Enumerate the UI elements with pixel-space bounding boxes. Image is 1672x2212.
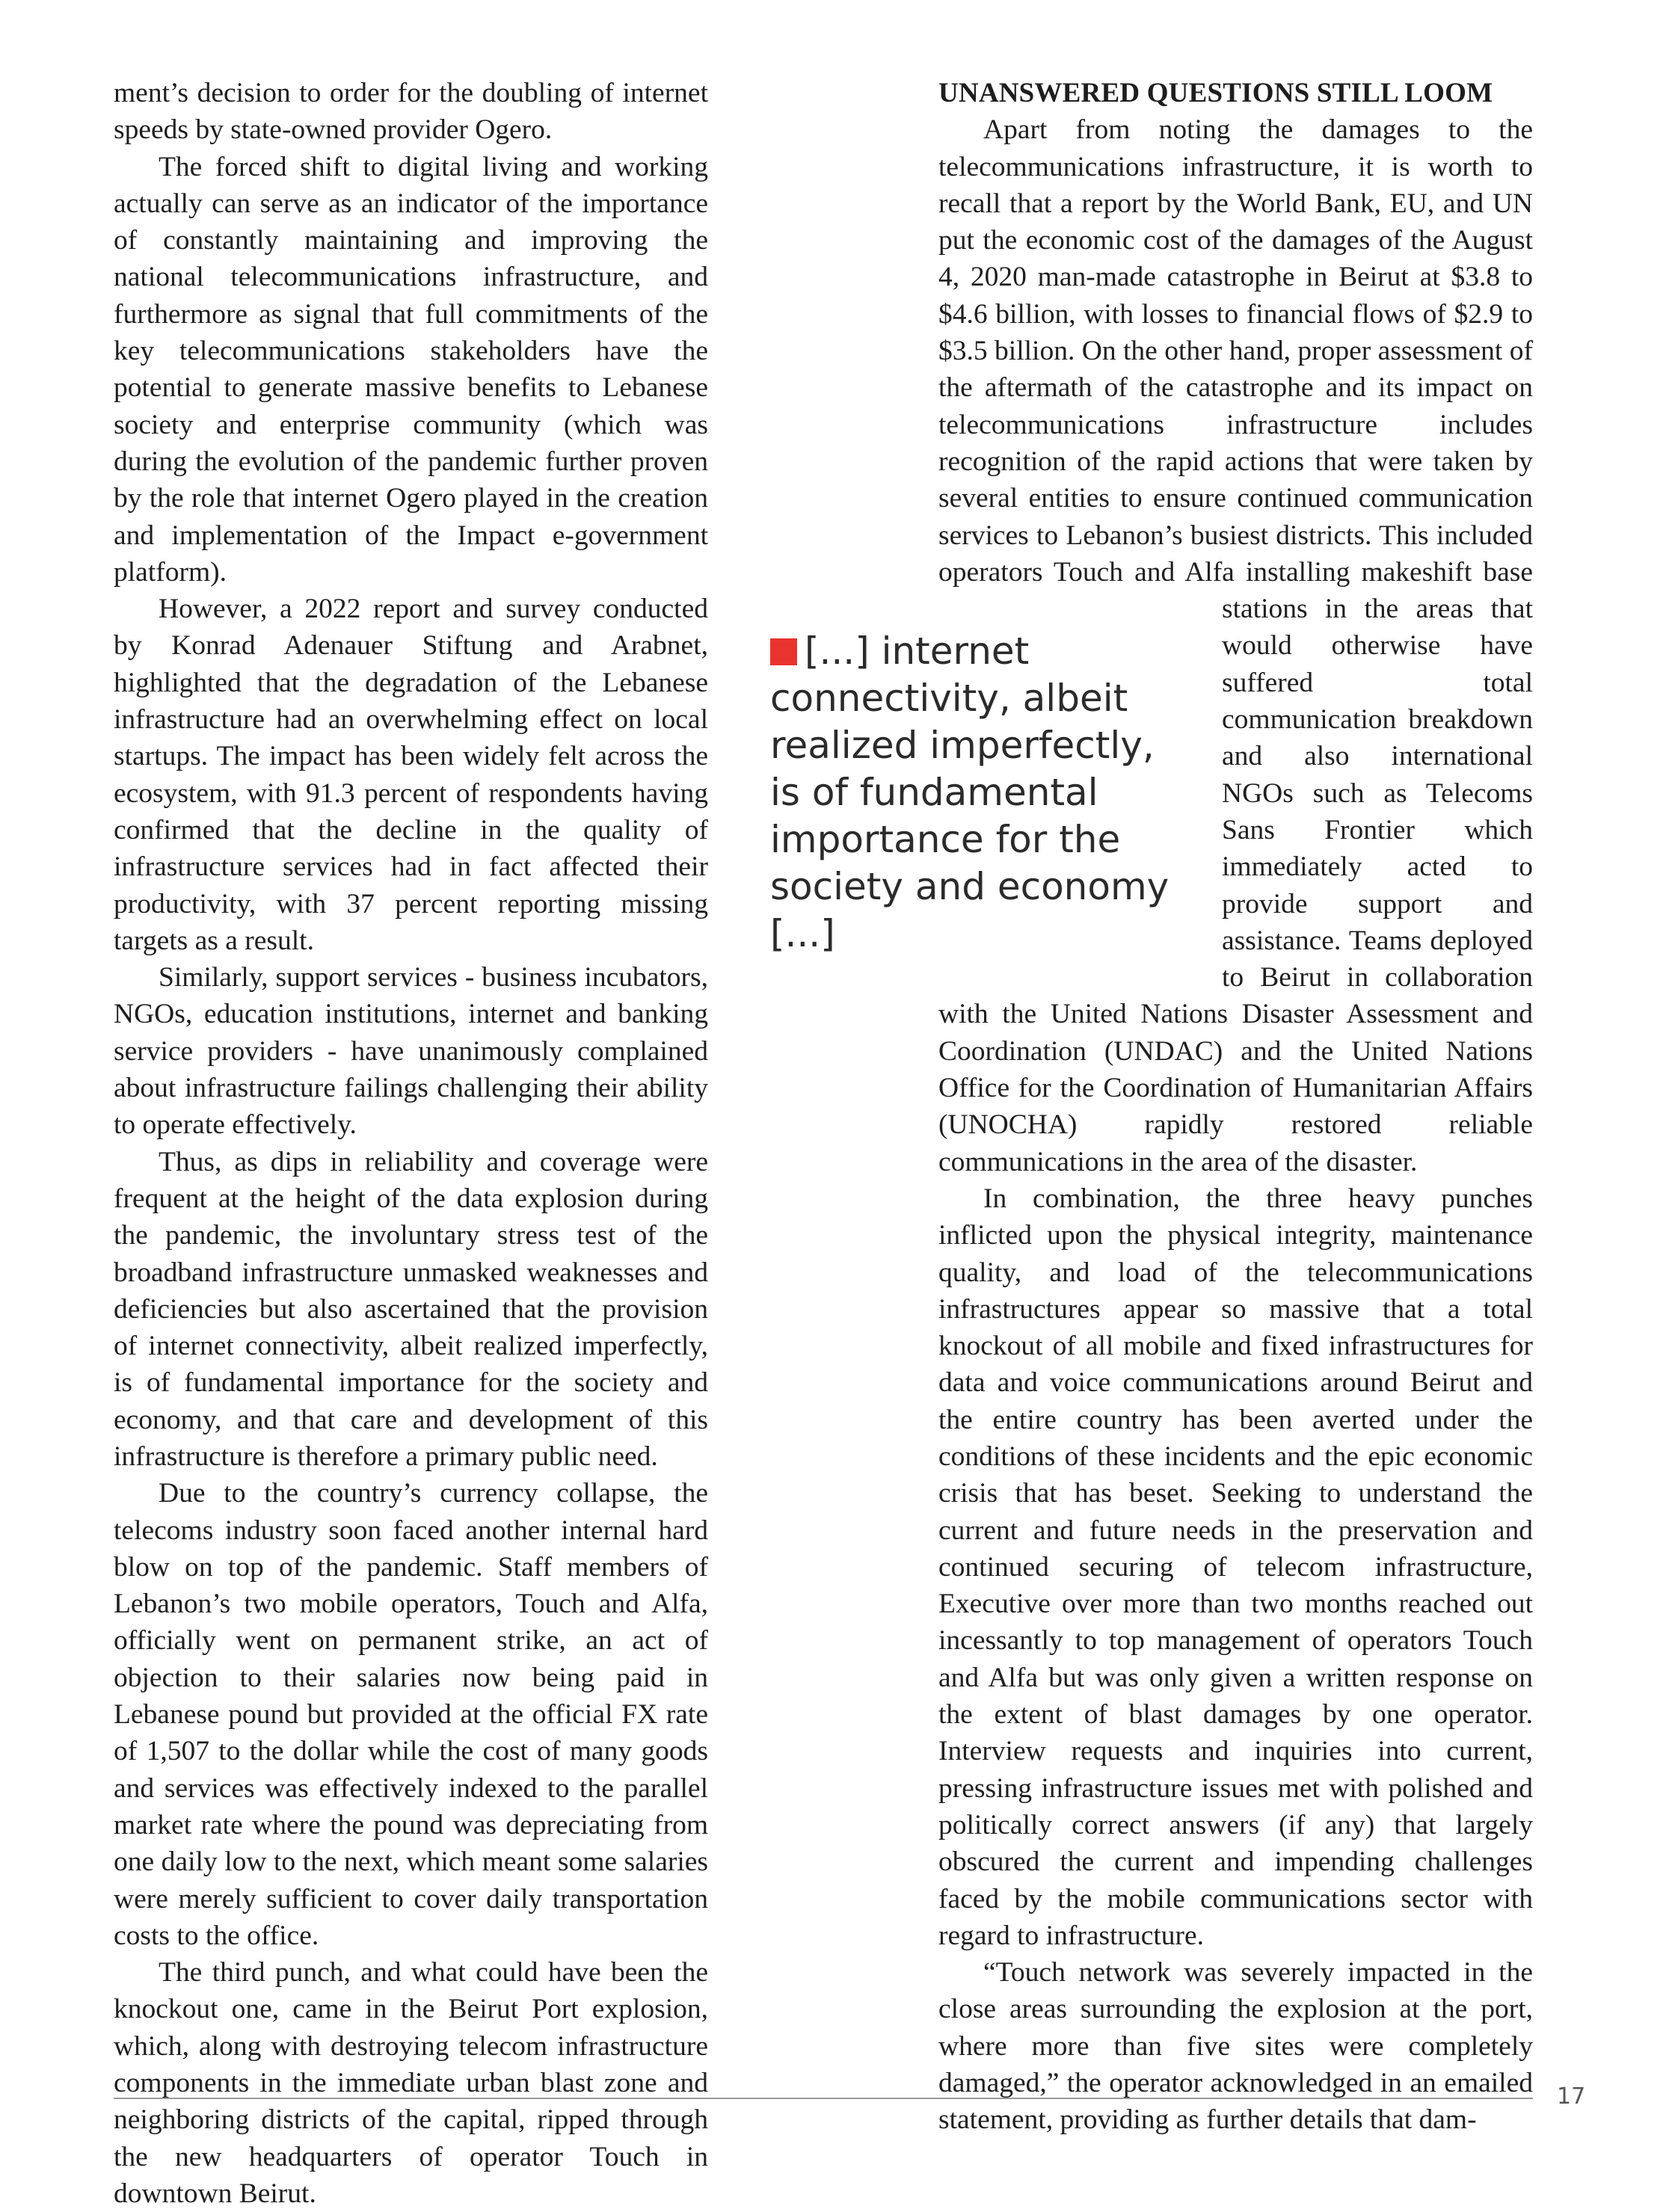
right-column [938,75,1533,2139]
page-number: 17 [1557,2083,1586,2110]
pull-quote [770,628,1189,958]
section-heading: UNANSWERED QUESTIONS STILL LOOM [938,78,1493,108]
paragraph: The forced shift to digital living and working actually can serve as an indicator of the importance of constantly maintaining and improving the national telecommunications infrastructure, and furthermore as signal that full commitments of the key telecommunications stakeholders have the potential to generate massive benefits to Lebanese society and enterprise community (which was during the evolution of the pandemic further proven by the role that internet Ogero played in the creation and implementation of the Impact e-government platform). [114,151,708,588]
pull-quote-text: [...] internet connectivity, albeit realized imperfectly, is of fundamental importance for the society and economy [...] [770,629,1170,955]
paragraph: Due to the country’s currency collapse, the telecoms industry soon faced another internal hard blow on top of the pandemic. Staff members of Lebanon’s two mobile operators, Touch and Alfa, officially went on permanent strike, an act of objection to their salaries now being paid in Lebanese pound but provided at the official FX rate of 1,507 to the dollar while the cost of many goods and services was effectively indexed to the parallel market rate where the pound was depreciating from one daily low to the next, which meant some salaries were merely sufficient to cover daily transportation costs to the office. [114,1478,708,1951]
paragraph: However, a 2022 report and survey conducted by Konrad Adenauer Stiftung and Arabnet, highlighted that the degradation of the Lebanese infrastructure had an overwhelming effect on local startups. The impact has been widely felt across the ecosystem, with 91.3 percent of respondents having confirmed that the decline in the quality of infrastructure services had in fact affected their productivity, with 37 percent reporting missing targets as a result. [114,594,708,956]
paragraph: Thus, as dips in reliability and coverage were frequent at the height of the data explosion during the pandemic, the involuntary stress test of the broadband infrastructure unmasked weaknesses and deficiencies but also ascertained that the provision of internet connectivity, albeit realized imperfectly, is of fundamental importance for the society and economy, and that care and development of this infrastructure is therefore a primary public need. [114,1146,708,1472]
left-column [114,75,708,2212]
footer-divider [114,2098,1533,2099]
paragraph: “Touch network was severely impacted in the close areas surrounding the explosion at the port, where more than five sites were completely damaged,” the operator acknowledged in an emailed statement, providing as further details that dam- [938,1957,1533,2136]
paragraph-text: Apart from noting the damages to the telecommunications infrastructure, it is worth to recall that a report by the World Bank, EU, and UN put the economic cost of the damages of the August 4, 2020 man-made catastrophe in Beirut at $3.8 to $4.6 billion, with losses to financial flows of $2.9 to $3.5 billion. On the other hand, proper assessment of the aftermath of the catastrophe and its impact on telecommunications infrastructure includes recognition of the rapid actions that were taken by several entities to ensure continued communication services to Lebanon’s busiest districts. This included operators Touch and Alfa installing makeshift base stations in the areas that would otherwise have suffered total communication breakdown and also international NGOs such as Telecoms Sans Frontier which immediately acted to provide support and assistance. Teams deployed to Beirut in collaboration with the United Nations Disaster Assessment and Coordination (UNDAC) and the United Nations Office for the Coordination of Humanitarian Affairs (UNOCHA) rapidly restored reliable communications in the area of the disaster. [938,114,1533,1177]
red-square-icon [770,638,797,665]
paragraph: In combination, the three heavy punches inflicted upon the physical integrity, maintenance quality, and load of the telecommunications infrastructures appear so massive that a total knockout of all mobile and fixed infrastructures for data and voice communications around Beirut and the entire country has been averted under the conditions of these incidents and the epic economic crisis that has beset. Seeking to understand the current and future needs in the preservation and continued securing of telecom infrastructure, Executive over more than two months reached out incessantly to top management of operators Touch and Alfa but was only given a written response on the extent of blast damages by one operator. Interview requests and inquiries into current, pressing infrastructure issues met with polished and politically correct answers (if any) that largely obscured the current and impending challenges faced by the mobile communications sector with regard to infrastructure. [938,1183,1533,1951]
paragraph: ment’s decision to order for the doubling of internet speeds by state-owned provider Ogero. [114,78,708,146]
paragraph: Similarly, support services - business incubators, NGOs, education institutions, internet and banking service providers - have unanimously complained about infrastructure failings challenging their ability to operate effectively. [114,962,708,1141]
paragraph: The third punch, and what could have been the knockout one, came in the Beirut Port explosion, which, along with destroying telecom infrastructure components in the immediate urban blast zone and neighboring districts of the capital, ripped through the new headquarters of operator Touch in downtown Beirut. [114,1957,708,2209]
